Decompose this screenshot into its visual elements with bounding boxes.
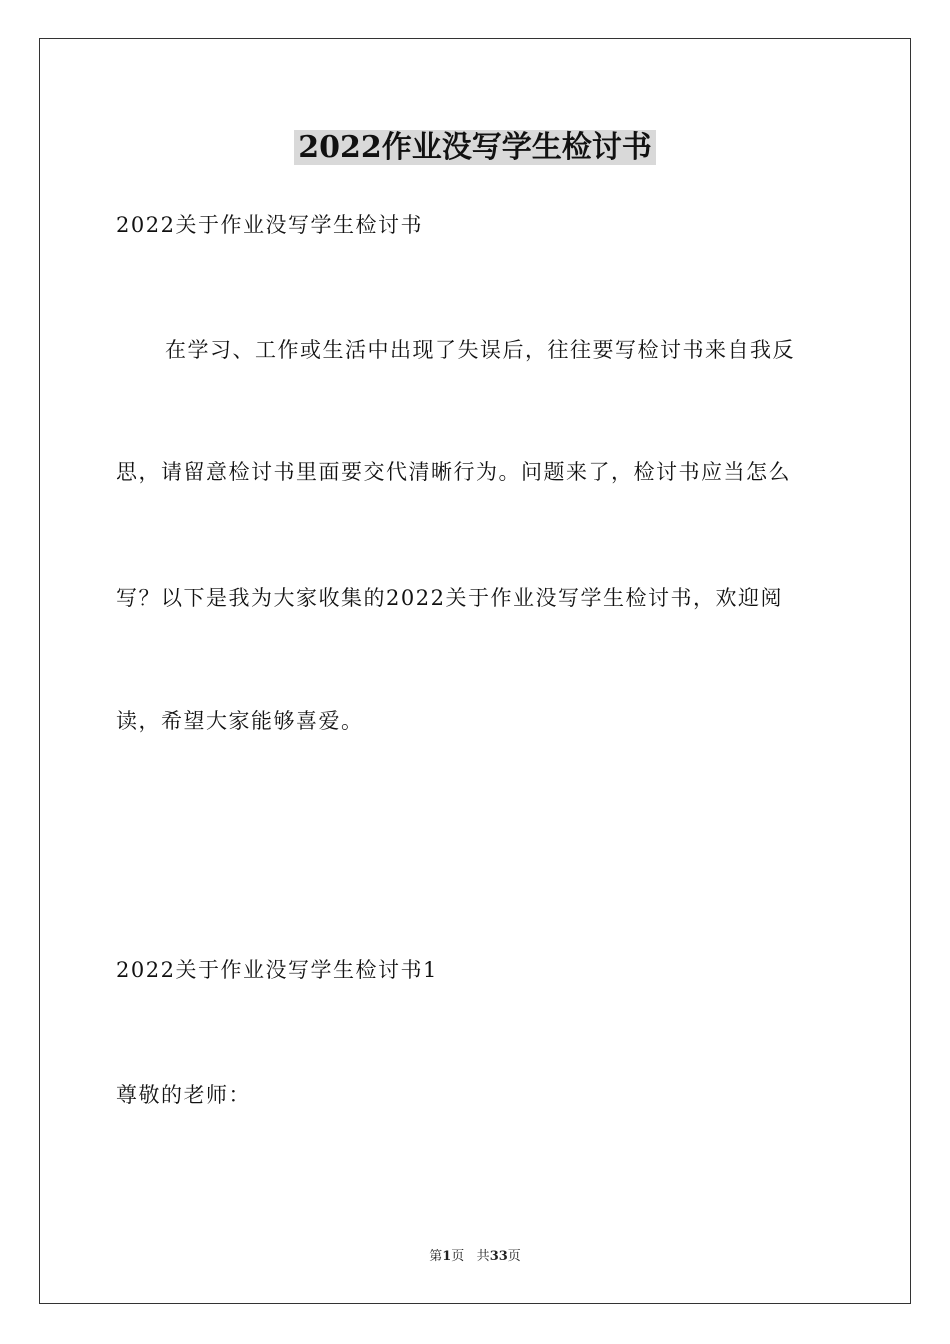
page-number: 1	[442, 1249, 452, 1264]
intro-line-4: 读，希望大家能够喜爱。	[116, 709, 364, 733]
document-title	[0, 128, 950, 168]
section-heading: 2022关于作业没写学生检讨书1	[116, 958, 438, 982]
page-suffix: 页	[451, 1249, 465, 1264]
total-suffix: 页	[507, 1249, 521, 1264]
intro-line-2: 思，请留意检讨书里面要交代清晰行为。问题来了，检讨书应当怎么	[116, 460, 791, 484]
salutation: 尊敬的老师：	[116, 1083, 251, 1107]
total-pages: 33	[489, 1249, 508, 1264]
intro-line-3: 写？以下是我为大家收集的2022关于作业没写学生检讨书，欢迎阅	[116, 586, 783, 610]
document-title-text: 2022作业没写学生检讨书	[294, 130, 656, 165]
document-subtitle: 2022关于作业没写学生检讨书	[116, 213, 423, 237]
page-prefix: 第	[429, 1249, 443, 1264]
total-prefix: 共	[476, 1249, 490, 1264]
page-footer	[0, 1247, 950, 1267]
intro-line-1: 在学习、工作或生活中出现了失误后，往往要写检讨书来自我反	[165, 338, 795, 362]
